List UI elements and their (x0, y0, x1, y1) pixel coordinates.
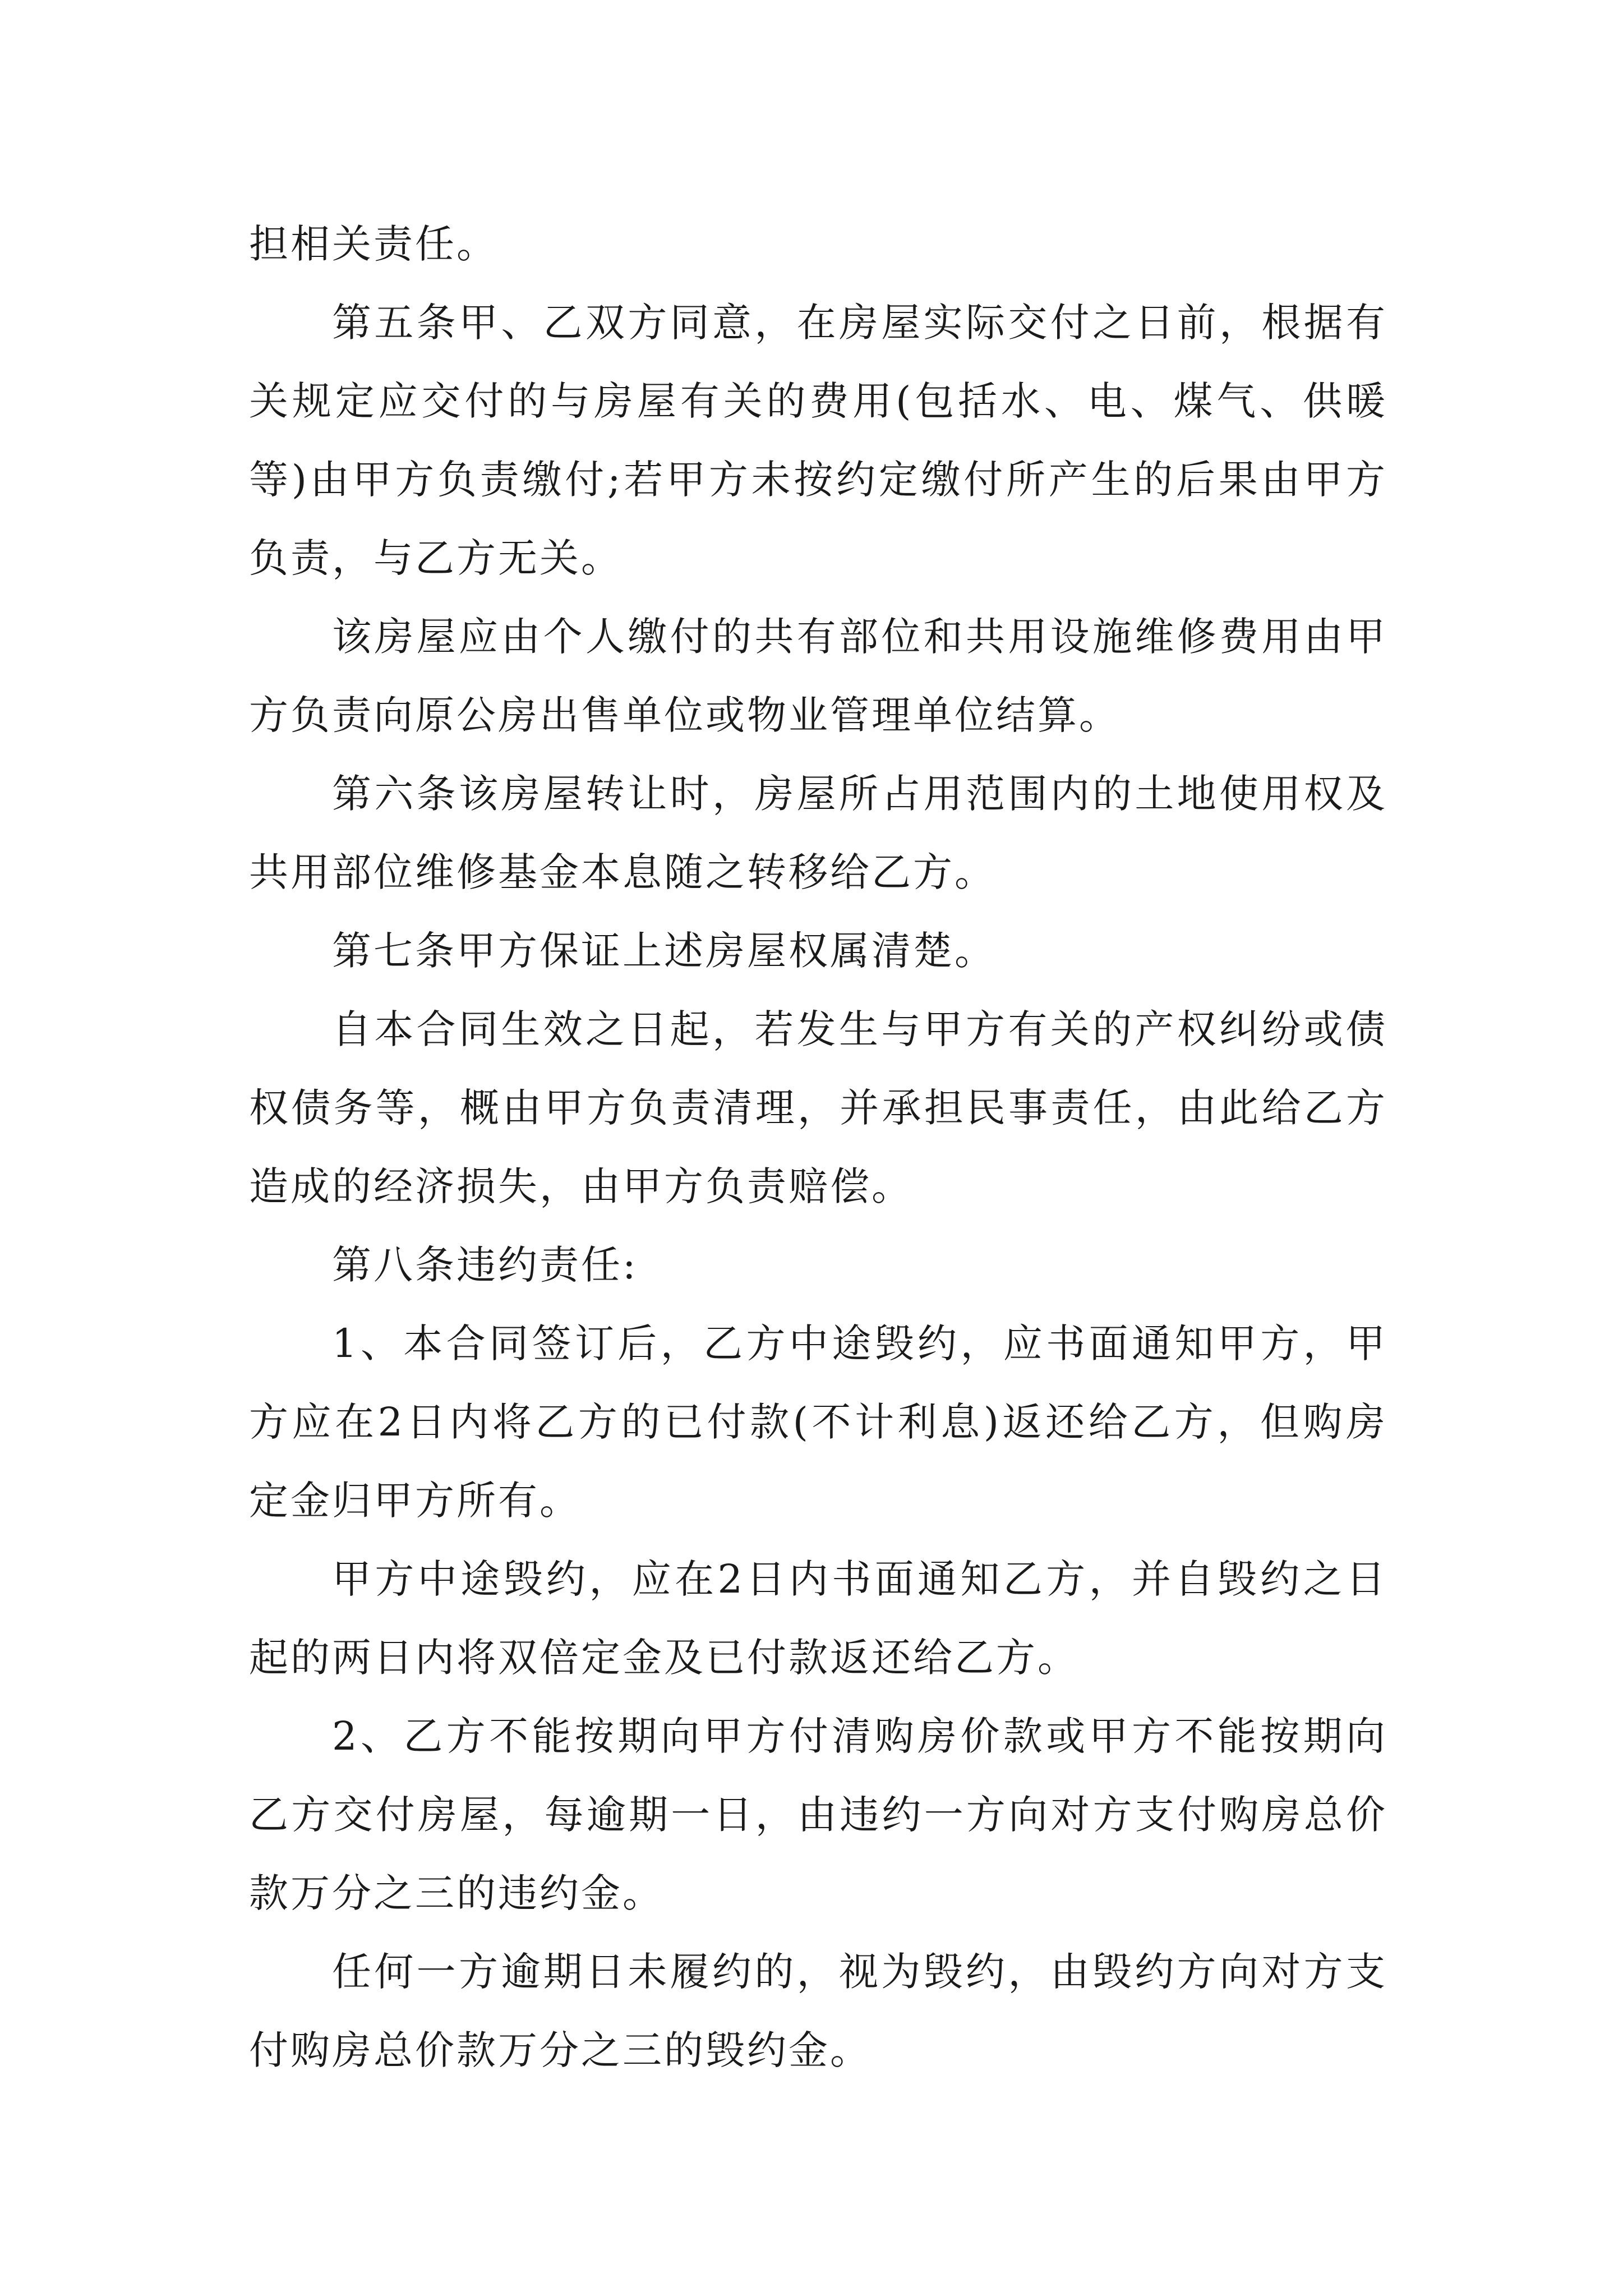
paragraph-maintenance-fees: 该房屋应由个人缴付的共有部位和共用设施维修费用由甲方负责向原公房出售单位或物业管理单位结算。 (249, 614, 1387, 738)
paragraph-continuation: 担相关责任。 (249, 221, 498, 267)
paragraph-article-7: 第七条甲方保证上述房屋权属清楚。 (332, 928, 996, 974)
paragraph-article-5: 第五条甲、乙双方同意，在房屋实际交付之日前，根据有关规定应交付的与房屋有关的费用(包括水、电、煤气、供暖等)由甲方负责缴付;若甲方未按约定缴付所产生的后果由甲方负责，与乙方无关。 (249, 300, 1387, 581)
document-body (249, 205, 1387, 2090)
paragraph-article-8: 第八条违约责任: (332, 1242, 638, 1288)
paragraph-article-6: 第六条该房屋转让时，房屋所占用范围内的土地使用权及共用部位维修基金本息随之转移给乙方。 (249, 771, 1387, 895)
paragraph-property-disputes: 自本合同生效之日起，若发生与甲方有关的产权纠纷或债权债务等，概由甲方负责清理，并承担民事责任，由此给乙方造成的经济损失，由甲方负责赔偿。 (249, 1006, 1387, 1209)
paragraph-clause-1: 1、本合同签订后，乙方中途毁约，应书面通知甲方，甲方应在2日内将乙方的已付款(不计利息)返还给乙方，但购房定金归甲方所有。 (249, 1320, 1387, 1524)
paragraph-party-a-breach: 甲方中途毁约，应在2日内书面通知乙方，并自毁约之日起的两日内将双倍定金及已付款返还给乙方。 (249, 1556, 1387, 1681)
paragraph-overdue-default: 任何一方逾期日未履约的，视为毁约，由毁约方向对方支付购房总价款万分之三的毁约金。 (249, 1949, 1387, 2073)
paragraph-clause-2: 2、乙方不能按期向甲方付清购房价款或甲方不能按期向乙方交付房屋，每逾期一日，由违约一方向对方支付购房总价款万分之三的违约金。 (249, 1713, 1387, 1916)
